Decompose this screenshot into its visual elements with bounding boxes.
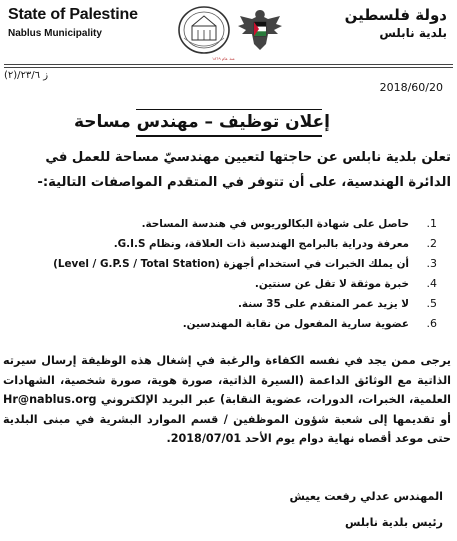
header-rule-top xyxy=(4,64,453,65)
letterhead-municipality-ar: بلدية نابلس xyxy=(379,26,447,40)
requirement-item xyxy=(7,314,437,334)
requirement-number: 3. xyxy=(426,257,437,270)
requirement-text: حاصل على شهادة البكالوريوس في هندسة المساحة. xyxy=(141,218,409,230)
requirement-number: 6. xyxy=(426,317,437,330)
intro-paragraph: تعلن بلدية نابلس عن حاجتها لتعيين مهندسيّ مساحة للعمل في الدائرة الهندسية، على أن تتوفر في المتقدم المواصفات التالية:- xyxy=(37,150,451,190)
municipality-seal-icon xyxy=(176,4,232,56)
announcement-title: إعلان توظيف – مهندس مساحة xyxy=(73,112,330,132)
document-date: 2018/60/20 xyxy=(379,81,443,94)
requirement-text: لا يزيد عمر المتقدم على 35 سنة. xyxy=(237,298,409,310)
requirement-number: 1. xyxy=(426,217,437,230)
requirement-number: 2. xyxy=(426,237,437,250)
requirement-text: معرفة ودراية بالبرامج الهندسية ذات العلاقة، ونظام G.I.S. xyxy=(113,238,409,250)
signatory-position: رئيس بلدية نابلس xyxy=(344,516,443,529)
palestine-eagle-emblem-icon xyxy=(232,4,288,56)
requirements-list xyxy=(7,214,437,334)
requirement-number: 4. xyxy=(426,277,437,290)
signatory-name: المهندس عدلي رفعت يعيش xyxy=(289,490,443,503)
requirement-item xyxy=(7,234,437,254)
requirement-number: 5. xyxy=(426,297,437,310)
requirement-item xyxy=(7,214,437,234)
reference-number: ز ٢٣/٦/(٢) xyxy=(4,70,49,81)
requirement-item xyxy=(7,254,437,274)
letterhead-state-ar: دولة فلسطين xyxy=(344,6,447,24)
requirement-text: خبرة موثقة لا تقل عن سنتين. xyxy=(254,278,409,290)
letterhead-english xyxy=(8,6,138,39)
letterhead-arabic xyxy=(345,6,447,40)
requirement-text: أن يملك الخبرات في استخدام أجهزة (Level / G.P.S / Total Station) xyxy=(53,258,409,270)
letterhead-municipality-en: Nablus Municipality xyxy=(8,28,102,39)
requirement-item xyxy=(7,294,437,314)
application-instructions: يرجى ممن يجد في نفسه الكفاءة والرغبة في إشغال هذه الوظيفة إرسال سيرته الذاتية مع الوثائق الداعمة (السيرة الذاتية، صورة هوية، صورة شخصية، الشهادات العلمية، الخبرات، الدورات، عضوية النقابة) عبر البريد الإلكتروني Hr@nablus.org أو تقديمها إلى شعبة شؤون الموظفين / قسم الموارد البشرية في مبنى البلدية حتى موعد أقصاه نهاية دوام يوم الأحد 2018/07/01. xyxy=(3,354,451,446)
requirement-text: عضوية سارية المفعول من نقابة المهندسين. xyxy=(182,318,409,330)
requirement-item xyxy=(7,274,437,294)
seal-caption: منذ عام ١٨٦٩ xyxy=(212,56,235,61)
header-rule-bottom xyxy=(4,67,453,68)
letterhead-state-en: State of Palestine xyxy=(8,6,138,23)
